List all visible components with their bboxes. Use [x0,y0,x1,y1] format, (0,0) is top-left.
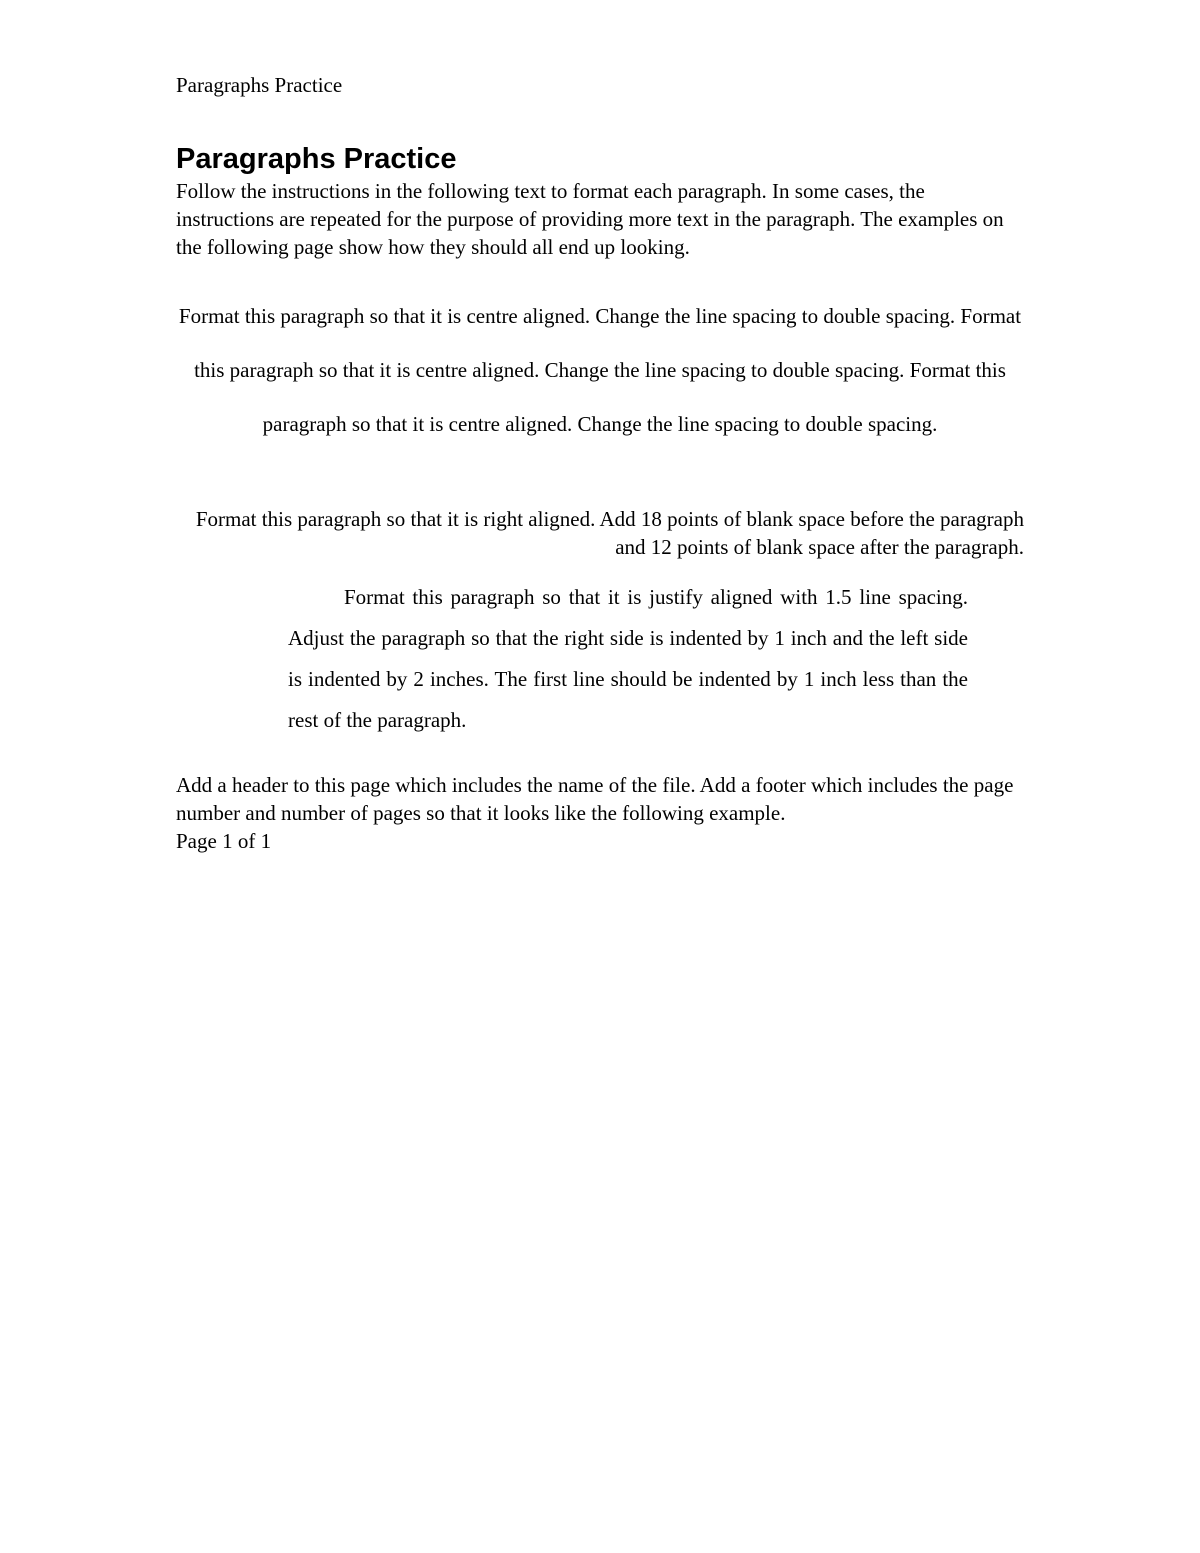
document-body [176,141,1024,855]
centre-aligned-paragraph: Format this paragraph so that it is centre aligned. Change the line spacing to double spacing. Format this paragraph so that it is centre aligned. Change the line spacing to double spacing. Format this paragraph so that it is centre aligned. Change the line spacing to double spacing. [178,304,1022,436]
right-aligned-paragraph: Format this paragraph so that it is right aligned. Add 18 points of blank space before the paragraph and 12 points of blank space after the paragraph. [195,507,1024,559]
document-title: Paragraphs Practice [176,143,457,175]
header-footer-instructions: Add a header to this page which includes the name of the file. Add a footer which includes the page number and number of pages so that it looks like the following example. [176,773,1014,825]
page-number: Page 1 of 1 [176,829,272,853]
justified-paragraph: Format this paragraph so that it is justify aligned with 1.5 line spacing. Adjust the paragraph so that the right side is indented by 1 inch and the left side is indented by 2 inches. The first line should be indented by 1 inch less than the rest of the paragraph. [288,585,968,732]
page-header: Paragraphs Practice [176,73,343,97]
intro-paragraph: Follow the instructions in the following text to format each paragraph. In some cases, the instructions are repeated for the purpose of providing more text in the paragraph. The examples on the following page show how they should all end up looking. [176,179,1004,259]
